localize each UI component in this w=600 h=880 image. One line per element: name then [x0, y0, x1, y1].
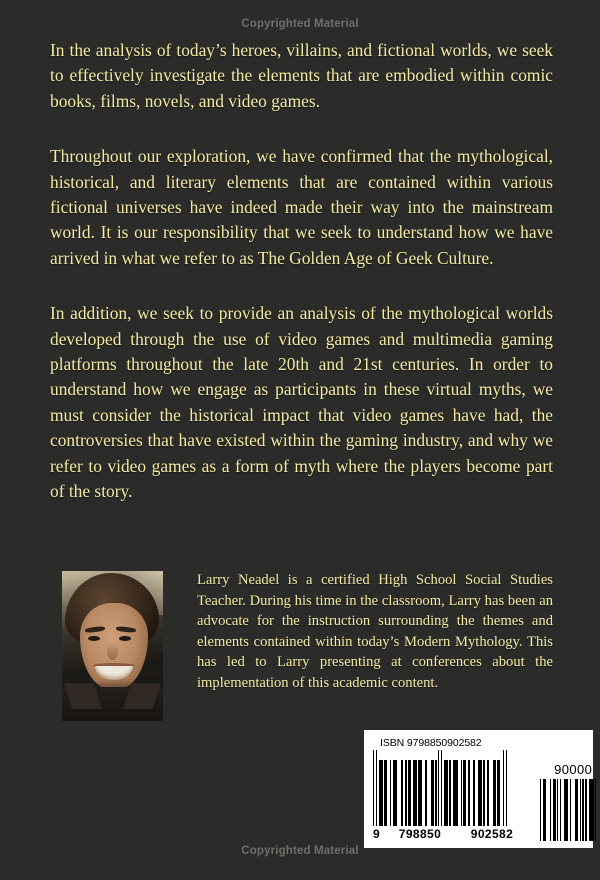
- author-section: [50, 566, 553, 721]
- author-bio-text: Larry Neadel is a certified High School Social Studies Teacher. During his time in the classroom, Larry has been an advocate for the instruction surrounding the themes and elements contained within today’s Modern Mythology. This has led to Larry presenting at conferences about the implementation of this academic content.: [197, 572, 553, 691]
- ean13-digits: [373, 827, 523, 841]
- portrait-eye-left: [88, 636, 100, 641]
- blurb-text-block: [50, 38, 553, 505]
- author-portrait-photo: [62, 571, 163, 721]
- ean-right-group: 902582: [470, 827, 514, 841]
- author-bio-block: [175, 566, 553, 694]
- price-addon-barcode: [540, 763, 600, 841]
- copyrighted-material-bottom: Copyrighted Material: [241, 845, 359, 857]
- isbn-label: ISBN 9798850902582: [380, 737, 482, 749]
- price-addon-bars: [540, 779, 600, 841]
- ean-left-group: 798850: [398, 827, 442, 841]
- portrait-nose: [107, 643, 118, 660]
- blurb-paragraph-1: In the analysis of today’s heroes, villains, and fictional worlds, we seek to effectively investigate the elements that are embodied within comic books, films, novels, and video games.: [50, 40, 553, 111]
- isbn-barcode-panel: [364, 730, 593, 848]
- blurb-paragraph-3: In addition, we seek to provide an analysis of the mythological worlds developed through the use of video games and multimedia gaming platforms throughout the late 20th and 21st centuries. In order to understand how we engage as participants in these virtual myths, we must consider the historical impact that video games have had, the controversies that have existed within the gaming industry, and why we refer to video games as a form of myth where the players become part of the story.: [50, 303, 553, 502]
- ean13-bars: [373, 750, 523, 826]
- ean13-barcode: [373, 750, 523, 841]
- copyrighted-material-top: Copyrighted Material: [241, 18, 359, 30]
- author-photo-container: [50, 566, 175, 721]
- blurb-paragraph-2: Throughout our exploration, we have confirmed that the mythological, historical, and literary elements that are contained within various fictional universes have indeed made their way into the mainstream world. It is our responsibility that we seek to understand how we have arrived in what we refer to as The Golden Age of Geek Culture.: [50, 146, 553, 268]
- ean-lead-digit: 9: [373, 827, 381, 841]
- portrait-eye-right: [119, 636, 131, 641]
- barcode-body: [373, 750, 593, 841]
- price-addon-value: 90000: [554, 762, 593, 777]
